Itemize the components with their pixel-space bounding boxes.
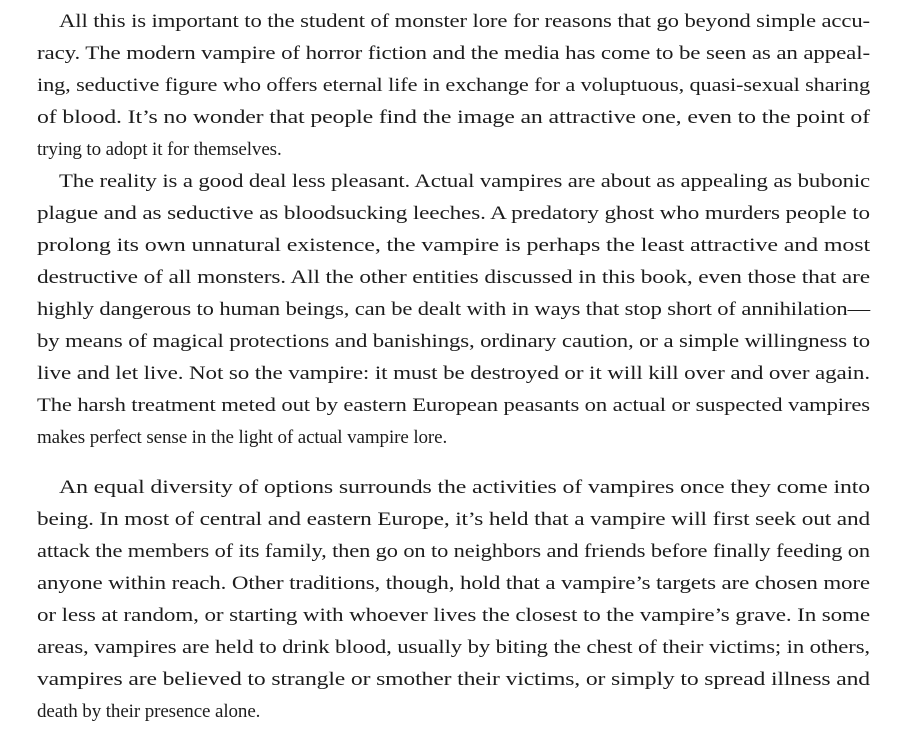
text-line: [37, 696, 870, 728]
text-line: [37, 230, 870, 262]
text-line-content: live and let live. Not so the vampire: it must be destroyed or it will kill over and over again.: [37, 363, 870, 384]
text-line-content: ing, seductive figure who offers eternal life in exchange for a voluptuous, quasi-sexual sharing: [37, 75, 870, 96]
text-line-content: All this is important to the student of monster lore for reasons that go beyond simple accu-: [59, 11, 870, 32]
text-line: [37, 664, 870, 696]
text-line: [37, 568, 870, 600]
text-line: [37, 198, 870, 230]
text-line-content: by means of magical protections and banishings, ordinary caution, or a simple willingness to: [37, 331, 870, 352]
paragraph: [37, 166, 870, 454]
text-line: [37, 166, 870, 198]
text-line-content: attack the members of its family, then go on to neighbors and friends before finally feeding on: [37, 541, 870, 562]
text-line: [37, 390, 870, 422]
text-line-content: The harsh treatment meted out by eastern European peasants on actual or suspected vampires: [37, 395, 870, 416]
text-column: [37, 6, 870, 728]
text-line-content: racy. The modern vampire of horror fiction and the media has come to be seen as an appeal-: [37, 43, 870, 64]
text-line: [37, 632, 870, 664]
text-line-content: being. In most of central and eastern Europe, it’s held that a vampire will first seek out and: [37, 509, 870, 530]
text-line: [37, 70, 870, 102]
text-line: [37, 134, 870, 166]
text-line-content: or less at random, or starting with whoever lives the closest to the vampire’s grave. In some: [37, 605, 870, 626]
text-line: [37, 294, 870, 326]
text-line-content: of blood. It’s no wonder that people find the image an attractive one, even to the point of: [37, 107, 870, 128]
text-line: [37, 472, 870, 504]
text-line: [37, 326, 870, 358]
text-line-content: An equal diversity of options surrounds the activities of vampires once they come into: [59, 477, 870, 498]
text-line: [37, 358, 870, 390]
text-line-content: death by their presence alone.: [37, 701, 261, 722]
text-line: [37, 536, 870, 568]
text-line-content: prolong its own unnatural existence, the vampire is perhaps the least attractive and most: [37, 235, 870, 256]
text-line: [37, 102, 870, 134]
paragraph: [37, 472, 870, 728]
text-line-content: makes perfect sense in the light of actual vampire lore.: [37, 427, 448, 448]
text-line: [37, 422, 870, 454]
text-line: [37, 38, 870, 70]
text-line-content: areas, vampires are held to drink blood, usually by biting the chest of their victims; in others,: [37, 637, 871, 658]
text-line-content: anyone within reach. Other traditions, though, hold that a vampire’s targets are chosen more: [37, 573, 870, 594]
text-line: [37, 262, 870, 294]
text-line-content: The reality is a good deal less pleasant. Actual vampires are about as appealing as bubonic: [59, 171, 870, 192]
text-line-content: vampires are believed to strangle or smother their victims, or simply to spread illness and: [37, 669, 870, 690]
text-line: [37, 600, 870, 632]
text-line: [37, 6, 870, 38]
text-line-content: plague and as seductive as bloodsucking leeches. A predatory ghost who murders people to: [37, 203, 870, 224]
text-line-content: highly dangerous to human beings, can be dealt with in ways that stop short of annihilation—: [37, 299, 870, 320]
text-line-content: destructive of all monsters. All the other entities discussed in this book, even those that are: [37, 267, 870, 288]
paragraph: [37, 6, 870, 166]
text-line: [37, 504, 870, 536]
text-line-content: trying to adopt it for themselves.: [37, 139, 282, 160]
